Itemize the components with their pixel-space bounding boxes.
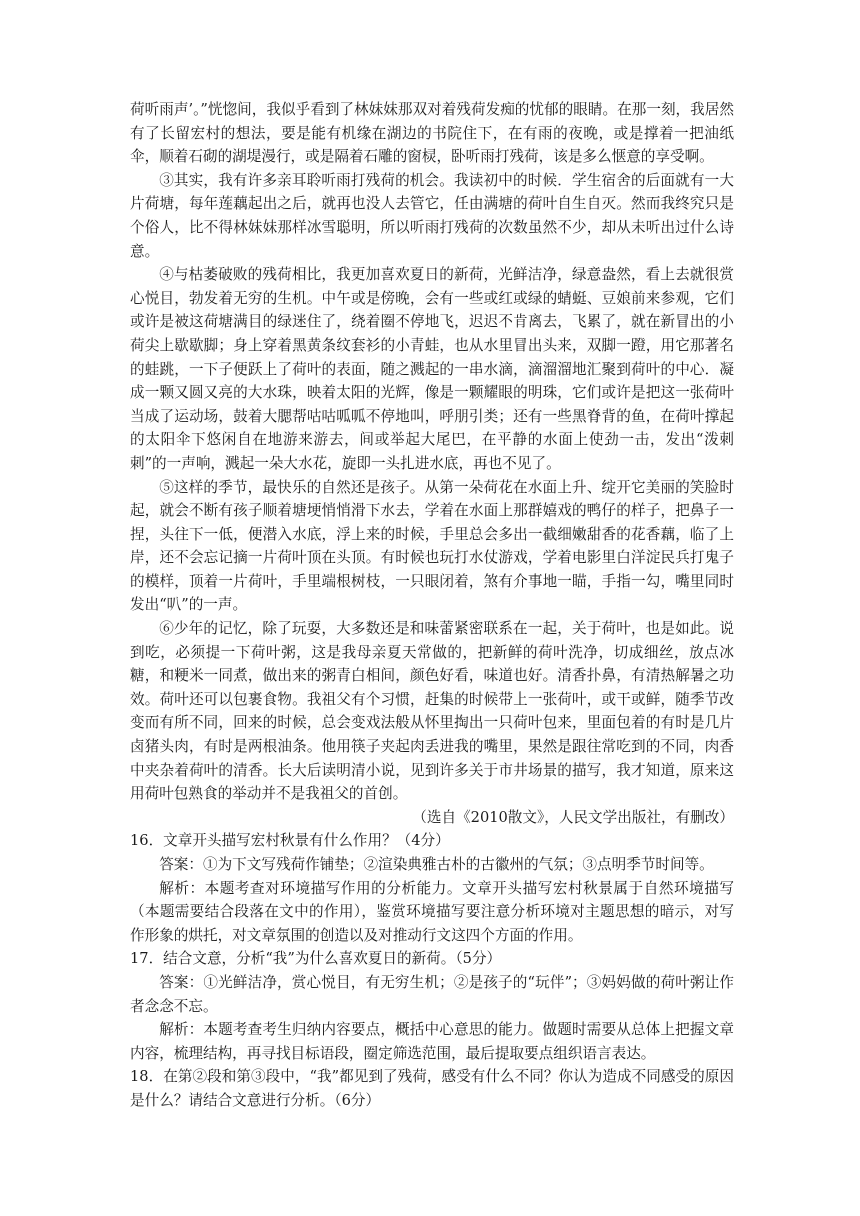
- paragraph-6: ⑥少年的记忆，除了玩耍，大多数还是和味蕾紧密联系在一起，关于荷叶，也是如此。说到吃，必须提一下荷叶粥，这是我母亲夏天常做的，把新鲜的荷叶洗净，切成细丝，放点冰糖，和粳米一同煮，做出来的粥青白相间，颜色好看，味道也好。清香扑鼻，有清热解暑之功效。荷叶还可以包裹食物。我祖父有个习惯，赶集的时候带上一张荷叶，或干或鲜，随季节改变而有所不同，回来的时候，总会变戏法般从怀里掏出一只荷叶包来，里面包着的有时是几片卤猪头肉，有时是两根油条。他用筷子夹起肉丢进我的嘴里，果然是跟往常吃到的不同，肉香中夹杂着荷叶的清香。长大后读明清小说，见到许多关于市井场景的描写，我才知道，原来这用荷叶包熟食的举动并不是我祖父的首创。: [130, 620, 734, 803]
- paragraph-4: ④与枯萎破败的残荷相比，我更加喜欢夏日的新荷，光鲜洁净，绿意盎然，看上去就很赏心悦目，勃发着无穷的生机。中午或是傍晚，会有一些或红或绿的蜻蜓、豆娘前来参观，它们或许是被这荷塘满目的绿迷住了，绕着圈不停地飞，迟迟不肯离去，飞累了，就在新冒出的小荷尖上歇歇脚；身上穿着黑黄条纹套衫的小青蛙，也从水里冒出头来，双脚一蹬，用它那著名的蛙跳，一下子便跃上了荷叶的表面，随之溅起的一串水滴，滴溜溜地汇聚到荷叶的中心．凝成一颗又圆又亮的大水珠，映着太阳的光辉，像是一颗耀眼的明珠，它们或许是把这一张荷叶当成了运动场，鼓着大腮帮咕咕呱呱不停地叫，呼朋引类；还有一些黑脊背的鱼，在荷叶撑起的太阳伞下悠闲自在地游来游去，间或举起大尾巴，在平静的水面上使劲一击，发出“泼刺刺”的一声响，溅起一朵大水花，旋即一头扎进水底，再也不见了。: [130, 266, 734, 472]
- question-17-analysis: 解析：本题考查考生归纳内容要点，概括中心意思的能力。做题时需要从总体上把握文章内容，梳理结构，再寻找目标语段，圈定筛选范围，最后提取要点组织语言表达。: [130, 1021, 734, 1062]
- question-17-stem: 17．结合文意，分析“我”为什么喜欢夏日的新荷。（5分）: [130, 950, 502, 968]
- question-17-answer: 答案：①光鲜洁净，赏心悦目，有无穷生机；②是孩子的“玩伴”；③妈妈做的荷叶粥让作者念念不忘。: [130, 973, 734, 1015]
- paragraph-5: ⑤这样的季节，最快乐的自然还是孩子。从第一朵荷花在水面上升、绽开它美丽的笑脸时起，就会不断有孩子顺着塘埂悄悄滑下水去，学着在水面上那群嬉戏的鸭仔的样子，把鼻子一捏，头往下一低，便潜入水底，浮上来的时候，手里总会多出一截细嫩甜香的花香藕，临了上岸，还不会忘记摘一片荷叶顶在头顶。有时候也玩打水仗游戏，学着电影里白洋淀民兵打鬼子的模样，顶着一片荷叶，手里端根树枝，一只眼闭着，煞有介事地一瞄，手指一勾，嘴里同时发出“叭”的一声。: [130, 478, 734, 614]
- paragraph-2-continued: 荷听雨声’。”恍惚间，我似乎看到了林妹妹那双对着残荷发痴的忧郁的眼睛。在那一刻，我居然有了长留宏村的想法，要是能有机缘在湖边的书院住下，在有雨的夜晚，或是撑着一把油纸伞，顺着石砌的湖堤漫行，或是隔着石雕的窗棂，卧听雨打残荷，该是多么惬意的享受啊。: [130, 101, 734, 166]
- question-16-analysis: 解析：本题考查对环境描写作用的分析能力。文章开头描写宏村秋景属于自然环境描写（本题需要结合段落在文中的作用），鉴赏环境描写要注意分析环境对主题思想的暗示，对写作形象的烘托，对文章氛围的创造以及对推动行文这四个方面的作用。: [130, 879, 734, 944]
- question-16-stem: 16．文章开头描写宏村秋景有什么作用？（4分）: [130, 832, 450, 850]
- question-16-answer: 答案：①为下文写残荷作铺垫；②渲染典雅古朴的古徽州的气氛；③点明季节时间等。: [159, 856, 714, 873]
- paragraph-3: ③其实，我有许多亲耳聆听雨打残荷的机会。我读初中的时候．学生宿舍的后面就有一大片荷塘，每年莲藕起出之后，就再也没人去管它，任由满塘的荷叶自生自灭。然而我终究只是个俗人，比不得林妹妹那样冰雪聪明，所以听雨打残荷的次数虽然不少，却从未听出过什么诗意。: [130, 171, 734, 260]
- question-18-stem: 18．在第②段和第③段中，“我”都见到了残荷，感受有什么不同？你认为造成不同感受的原因是什么？请结合文意进行分析。（6分）: [130, 1068, 734, 1109]
- document-page: [130, 98, 734, 1113]
- source-citation: （选自《2010散文》，人民文学出版社，有删改）: [412, 808, 734, 826]
